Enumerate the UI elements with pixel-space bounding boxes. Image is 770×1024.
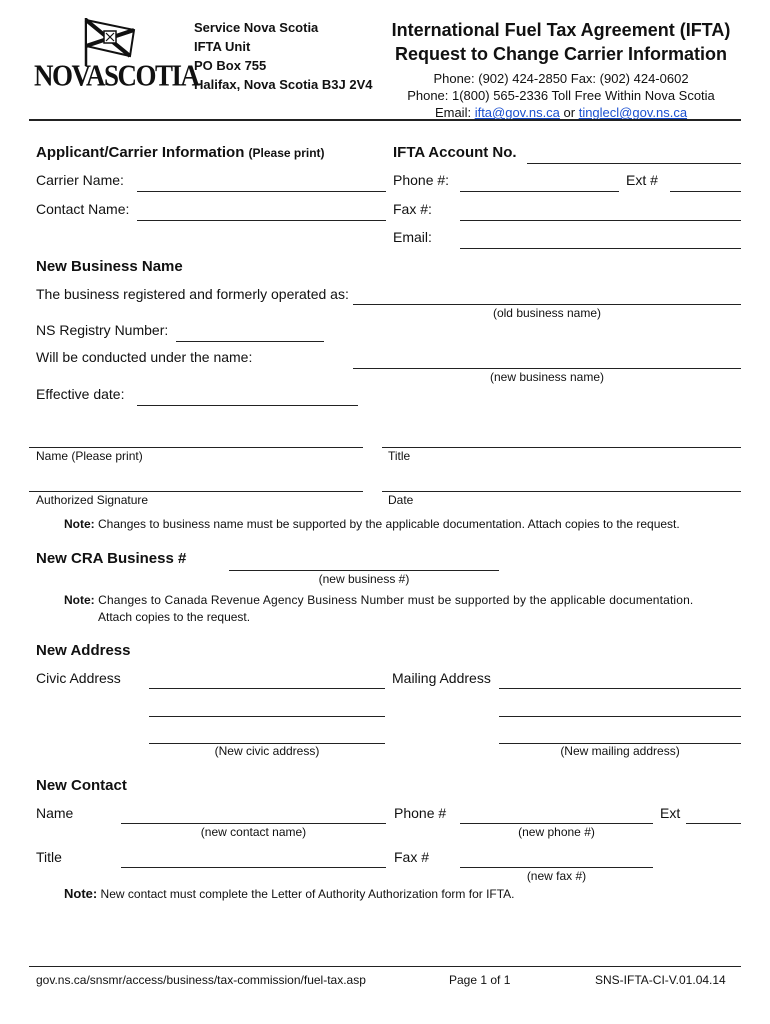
unit-name: IFTA Unit bbox=[194, 39, 251, 54]
signature-field[interactable] bbox=[29, 473, 363, 492]
cra-heading: New CRA Business # bbox=[36, 550, 187, 567]
email-label: Email: bbox=[393, 229, 432, 245]
cra-caption: (new business #) bbox=[318, 572, 410, 586]
cra-note: Note: Changes to Canada Revenue Agency Business Number must be supported by the applicable documentation. Attach copies to the request. bbox=[64, 593, 694, 624]
date-caption: Date bbox=[388, 493, 414, 507]
contact-name-field[interactable] bbox=[137, 202, 386, 221]
account-label: IFTA Account No. bbox=[393, 144, 517, 161]
fax-label: Fax #: bbox=[393, 201, 432, 217]
footer-form-code: SNS-IFTA-CI-V.01.04.14 bbox=[595, 973, 726, 987]
signature-caption: Authorized Signature bbox=[36, 493, 149, 507]
registry-number-field[interactable] bbox=[176, 323, 324, 342]
new-business-name-caption: (new business name) bbox=[489, 370, 605, 384]
contact-fax-label: Fax # bbox=[394, 849, 430, 865]
contact-ext-label: Ext bbox=[660, 805, 681, 821]
contact-name-label-new: Name bbox=[36, 805, 74, 821]
new-phone-field[interactable] bbox=[460, 805, 653, 824]
mailing-address-line-2[interactable] bbox=[499, 698, 741, 717]
mailing-address-line-1[interactable] bbox=[499, 670, 741, 689]
form-title: International Fuel Tax Agreement (IFTA) bbox=[391, 20, 731, 40]
phone-label: Phone #: bbox=[393, 172, 450, 188]
contact-phone-label: Phone # bbox=[394, 805, 447, 821]
civic-address-label: Civic Address bbox=[36, 670, 121, 686]
cra-business-number-field[interactable] bbox=[229, 552, 499, 571]
new-ext-field[interactable] bbox=[686, 805, 741, 824]
new-contact-name-field[interactable] bbox=[121, 805, 386, 824]
footer-divider bbox=[29, 966, 741, 967]
civic-address-line-1[interactable] bbox=[149, 670, 385, 689]
city-address: Halifax, Nova Scotia B3J 2V4 bbox=[194, 77, 373, 92]
title-field[interactable] bbox=[382, 429, 741, 448]
print-name-field[interactable] bbox=[29, 429, 363, 448]
nova-scotia-logo bbox=[34, 16, 199, 94]
business-name-note: Note: Changes to business name must be supported by the applicable documentation. Attach copies to the request. bbox=[64, 517, 680, 531]
registry-label: NS Registry Number: bbox=[36, 322, 169, 338]
footer-page: Page 1 of 1 bbox=[449, 973, 511, 987]
civic-address-caption: (New civic address) bbox=[214, 744, 320, 758]
fax-field[interactable] bbox=[460, 202, 741, 221]
po-box: PO Box 755 bbox=[194, 58, 267, 73]
phone-field[interactable] bbox=[460, 173, 619, 192]
address-heading: New Address bbox=[36, 642, 131, 659]
new-fax-field[interactable] bbox=[460, 849, 653, 868]
contact-phone-caption: (new phone #) bbox=[518, 825, 595, 839]
old-business-name-field[interactable] bbox=[353, 286, 741, 305]
effective-date-field[interactable] bbox=[137, 387, 358, 406]
contact-heading: New Contact bbox=[36, 777, 127, 794]
old-business-name-caption: (old business name) bbox=[492, 306, 602, 320]
contact-name-label: Contact Name: bbox=[36, 201, 130, 217]
email-line: Email: ifta@gov.ns.ca or tinglecl@gov.ns.ca bbox=[434, 105, 688, 120]
applicant-heading: Applicant/Carrier Information (Please print) bbox=[36, 144, 325, 161]
mailing-address-caption: (New mailing address) bbox=[560, 744, 680, 758]
new-business-name-field[interactable] bbox=[353, 350, 741, 369]
contact-email-link[interactable]: tinglecl@gov.ns.ca bbox=[578, 105, 688, 120]
contact-title-label: Title bbox=[36, 849, 62, 865]
business-name-heading: New Business Name bbox=[36, 258, 183, 275]
print-name-caption: Name (Please print) bbox=[36, 449, 143, 463]
ext-label: Ext # bbox=[626, 172, 658, 188]
logo-text: NOVASCOTIA bbox=[34, 57, 199, 93]
civic-address-line-2[interactable] bbox=[149, 698, 385, 717]
carrier-name-field[interactable] bbox=[137, 173, 386, 192]
title-caption: Title bbox=[388, 449, 411, 463]
ext-field[interactable] bbox=[670, 173, 741, 192]
contact-name-caption: (new contact name) bbox=[200, 825, 307, 839]
contact-note: Note: New contact must complete the Letter of Authority Authorization form for IFTA. bbox=[64, 886, 515, 901]
header-divider bbox=[29, 119, 741, 121]
new-title-field[interactable] bbox=[121, 849, 386, 868]
effective-date-label: Effective date: bbox=[36, 386, 125, 402]
contact-fax-caption: (new fax #) bbox=[526, 869, 587, 883]
email-field[interactable] bbox=[460, 230, 741, 249]
conducted-label: Will be conducted under the name: bbox=[36, 349, 253, 365]
mailing-address-line-3[interactable] bbox=[499, 725, 741, 744]
formerly-label: The business registered and formerly operated as: bbox=[36, 286, 349, 302]
civic-address-line-3[interactable] bbox=[149, 725, 385, 744]
footer-url: gov.ns.ca/snsmr/access/business/tax-commission/fuel-tax.asp bbox=[36, 973, 366, 987]
org-name: Service Nova Scotia bbox=[194, 20, 319, 35]
form-subtitle: Request to Change Carrier Information bbox=[394, 44, 728, 64]
ifta-email-link[interactable]: ifta@gov.ns.ca bbox=[474, 105, 560, 120]
account-number-field[interactable] bbox=[527, 145, 741, 164]
phone-fax: Phone: (902) 424-2850 Fax: (902) 424-0602 bbox=[433, 71, 689, 86]
date-field[interactable] bbox=[382, 473, 741, 492]
carrier-name-label: Carrier Name: bbox=[36, 172, 124, 188]
toll-free: Phone: 1(800) 565-2336 Toll Free Within Nova Scotia bbox=[407, 88, 715, 103]
mailing-address-label: Mailing Address bbox=[392, 670, 491, 686]
